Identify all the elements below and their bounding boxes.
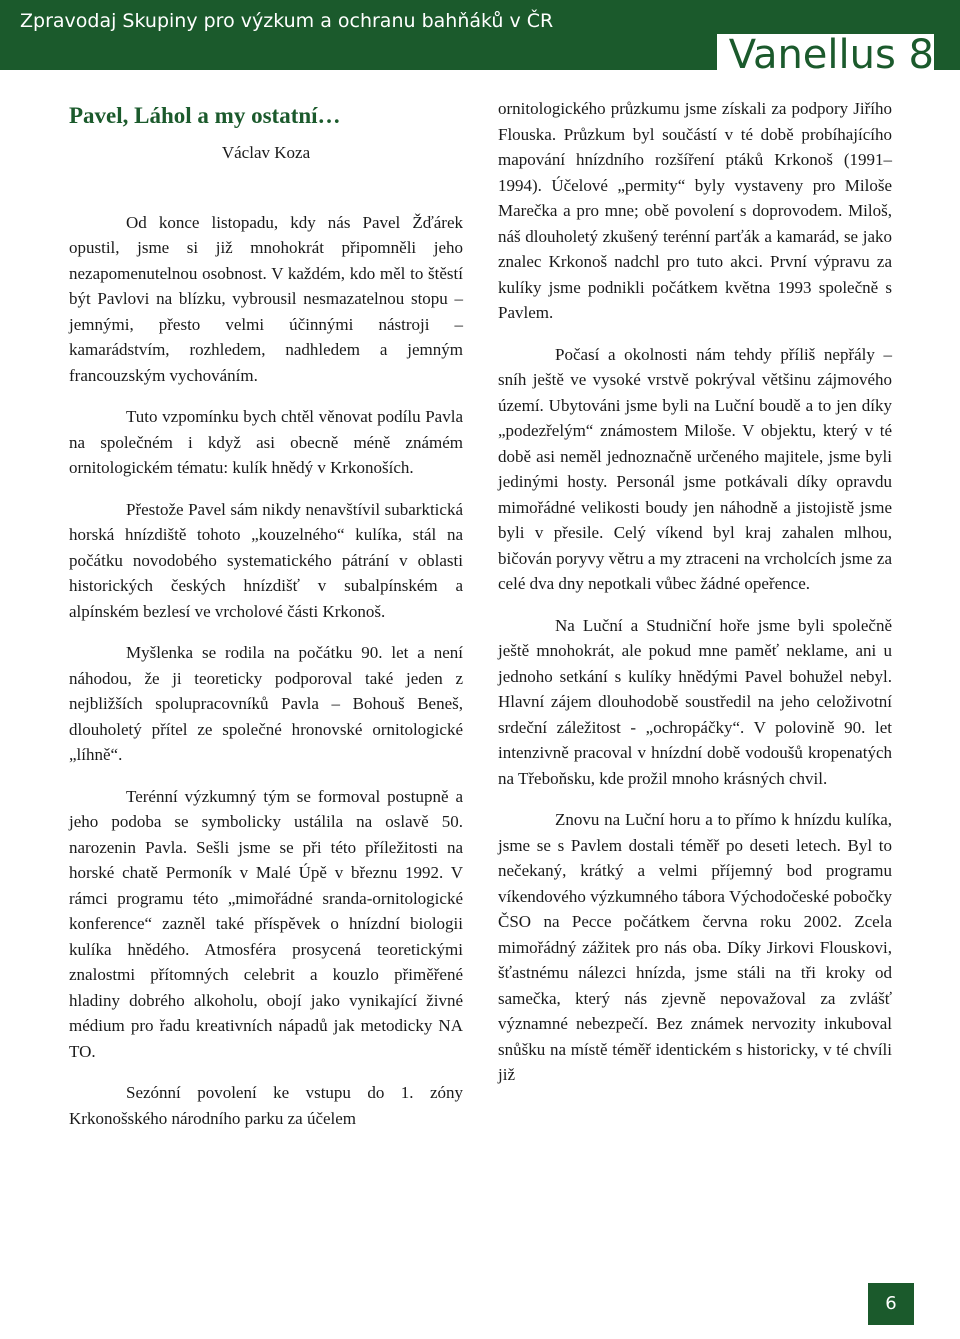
paragraph: ornitologického průzkumu jsme získali za podpory Jiřího Flouska. Průzkum byl součástí v té době probíhajícího mapování hnízdního rozšíření ptáků Krkonoš (1991–1994). Účelové „permity“ byly vystaveny pro Miloše Marečka a pro mne; obě povolení s doprovodem. Miloš, náš dlouholetý zkušený terénní parťák a kamarád, se jako znalec Krkonoš nadchl pro tuto akci. První výpravu za kulíky jsme podnikli počátkem května 1993 společně s Pavlem.: [498, 99, 892, 322]
paragraph: Sezónní povolení ke vstupu do 1. zóny Krkonošského národního parku za účelem: [69, 1083, 463, 1128]
newsletter-title: Zpravodaj Skupiny pro výzkum a ochranu bahňáků v ČR: [20, 10, 554, 32]
right-column: [498, 96, 892, 1104]
journal-name: Vanellus 8: [717, 34, 934, 76]
paragraph: Na Luční a Studniční hoře jsme byli společně ještě mnohokrát, ale pokud mne paměť neklame, ani u jednoho setkání s kulíky hnědými Pavel bohužel nebyl. Hlavní zájem dlouhodobě soustředil na jeho celoživotní srdeční záležitost - „ochropáčky“. V polovině 90. let intenzivně pracoval v hnízdní době vodoušů kropenatých na Třeboňsku, kde prožil mnoho krásných chvil.: [498, 615, 892, 788]
paragraph: Tuto vzpomínku bych chtěl věnovat podílu Pavla na společném i když asi obecně méně známém ornitologickém tématu: kulík hnědý v Krkonoších.: [69, 407, 463, 477]
left-column: [69, 96, 463, 1147]
paragraph: Počasí a okolnosti nám tehdy příliš nepřály – sníh ještě ve vysoké vrstvě pokrýval většinu zájmového území. Ubytováni jsme byli na Luční boudě a to jen díky „podezřelým“ známostem Miloše. V objektu, který v té době asi neměl jednoznačně určeného majitele, jsme byli jedinými hosty. Personál jsme potkávali díky opravdu mimořádné velikosti boudy jen náhodně a jistojistě jsme byli v přesile. Celý víkend byl kraj zahalen mlhou, bičován poryvy větru a my ztraceni na vrcholcích jsme za celé dva dny nepotkali vůbec žádné opeřence.: [498, 344, 892, 593]
page-number: 6: [868, 1283, 914, 1325]
paragraph: Terénní výzkumný tým se formoval postupně a jeho podoba se symbolicky ustálila na oslavě 50. narozenin Pavla. Sešli jsme se při této příležitosti na horské chatě Permoník v Malé Úpě v březnu 1992. V rámci programu této „mimořádné sranda-ornitologické konference“ zazněl také příspěvek o hnízdní biologii kulíka hnědého. Atmosféra prosycená teoretickými znalostmi přítomných celebrit a kouzlo přiměřené hladiny dobrého alkoholu, obojí jako vynikající živné médium pro řadu kreativních nápadů jak metodicky NA TO.: [69, 786, 463, 1061]
paragraph: Myšlenka se rodila na počátku 90. let a není náhodou, že ji teoreticky podporoval také jeden z nejbližších spolupracovníků Pavla – Bohouš Beneš, dlouholetý přítel ze společné hronovské ornitologické „líhně“.: [69, 643, 463, 764]
article-author: Václav Koza: [221, 143, 311, 162]
paragraph: Přestože Pavel sám nikdy nenavštívil subarktická horská hnízdiště tohoto „kouzelného“ kulíka, stál na počátku novodobého systematického pátrání v oblasti historických českých hnízdišť v subalpínském a alpínském bezlesí ve vrcholové části Krkonoš.: [69, 499, 463, 621]
paragraph: Znovu na Luční horu a to přímo k hnízdu kulíka, jsme se s Pavlem dostali téměř po deseti letech. Byl to nečekaný, krátký a velmi příjemný bod programu víkendového výzkumného tábora Východočeské pobočky ČSO na Pecce počátkem června roku 2002. Zcela mimořádný zážitek pro nás oba. Díky Jirkovi Flouskovi, šťastnému nálezci hnízda, jsme stáli na tři kroky od samečka, který nás zjevně nepovažoval za zvlášť významné nebezpečí. Bez známek nervozity inkuboval snůšku na místě téměř identickém s historicky, v té chvíli již: [498, 810, 892, 1084]
paragraph: Od konce listopadu, kdy nás Pavel Žďárek opustil, jsme si již mnohokrát připomněli jeho nezapomenutelnou osobnost. V každém, kdo měl to štěstí být Pavlovi na blízku, vybrousil nesmazatelnou stopu – jemnými, přesto velmi účinnými nástroji – kamarádstvím, rozhledem, nadhledem a jemným francouzským vychováním.: [69, 212, 463, 385]
article-title: Pavel, Láhol a my ostatní…: [69, 103, 341, 128]
